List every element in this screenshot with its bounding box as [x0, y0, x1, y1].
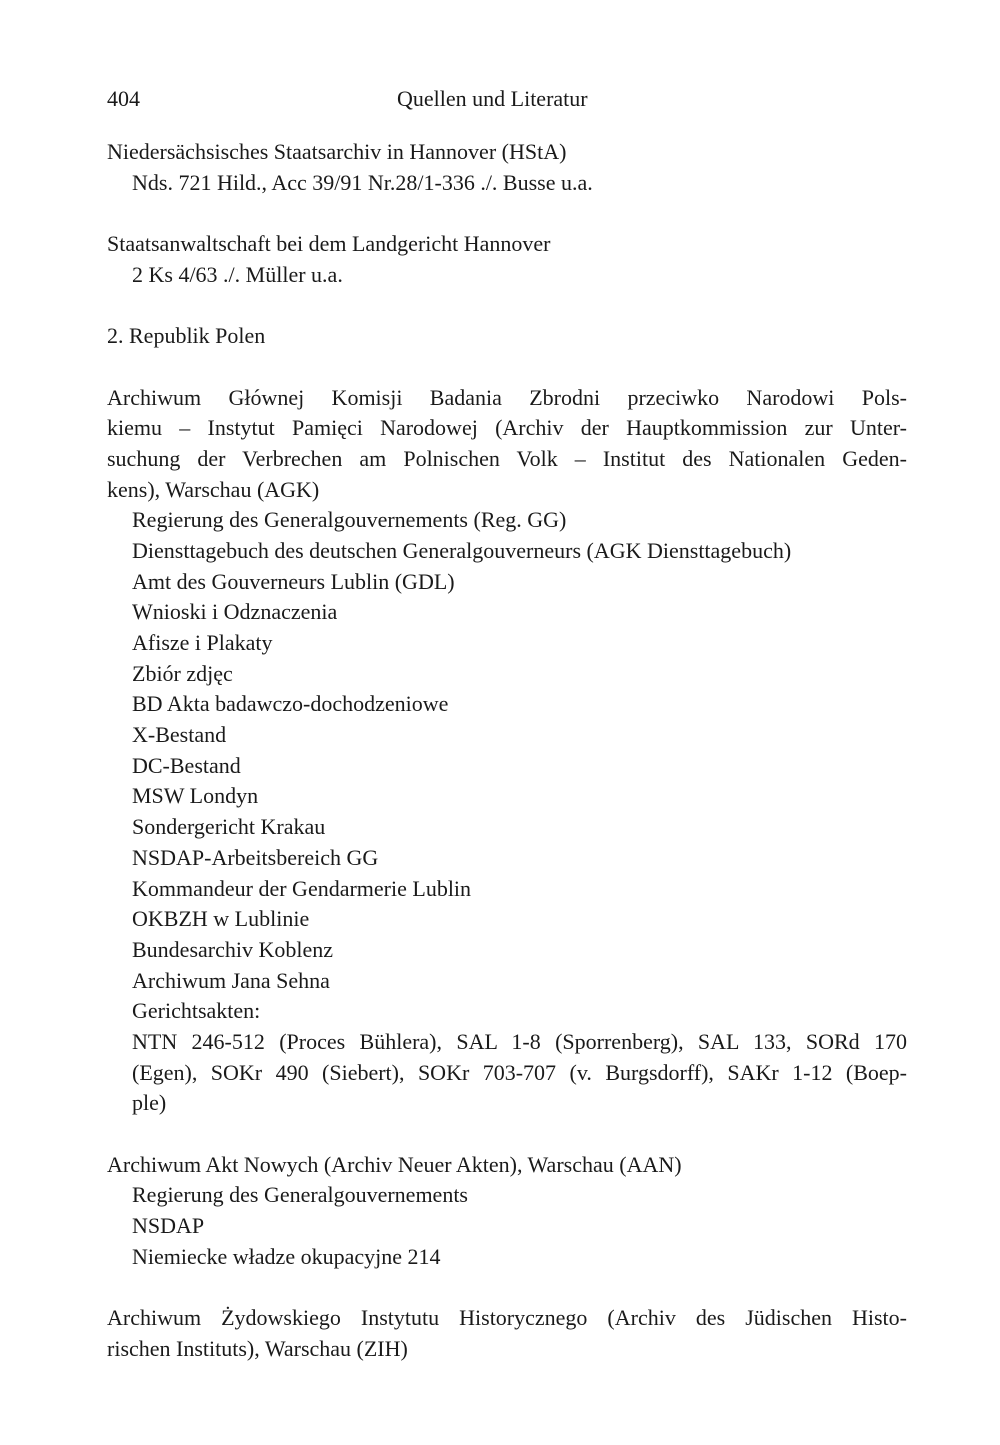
archive-item: Afisze i Plakaty: [132, 630, 273, 655]
court-files-line: ple): [132, 1090, 167, 1116]
archive-entry-agk: [107, 383, 907, 1120]
bibliography-content: [107, 137, 907, 1365]
archive-item: DC-Bestand: [132, 752, 241, 778]
archive-item: NSDAP: [132, 1213, 205, 1239]
archive-item: MSW Londyn: [132, 783, 259, 809]
archive-entry-hannover-hsta: [107, 137, 907, 198]
archive-item: X-Bestand: [132, 722, 227, 748]
spacer: [107, 290, 907, 321]
section-heading: 2. Republik Polen: [107, 323, 266, 349]
page-number: 404: [107, 86, 140, 111]
archive-title-line: rischen Instituts), Warschau (ZIH): [107, 1335, 408, 1361]
archive-title-line: suchung der Verbrechen am Polnischen Volk – Institut des Nationalen Geden-: [107, 445, 907, 471]
spacer: [107, 198, 907, 229]
archive-item: Nds. 721 Hild., Acc 39/91 Nr.28/1-336 ./. Busse u.a.: [132, 169, 593, 195]
archive-title: Niedersächsisches Staatsarchiv in Hannover (HStA): [107, 139, 567, 164]
archive-item: Gerichtsakten:: [132, 998, 261, 1024]
archive-entry-aan: [107, 1150, 907, 1273]
archive-title-line: kiemu – Instytut Pamięci Narodowej (Archiv der Hauptkommission zur Unter-: [107, 415, 907, 441]
spacer: [107, 1119, 907, 1150]
archive-item: Kommandeur der Gendarmerie Lublin: [132, 875, 472, 901]
archive-item: Diensttagebuch des deutschen Generalgouverneurs (AGK Diensttagebuch): [132, 537, 792, 563]
archive-item: BD Akta badawczo-dochodzeniowe: [132, 691, 449, 717]
archive-item: Wnioski i Odznaczenia: [132, 599, 338, 625]
court-files-line: (Egen), SOKr 490 (Siebert), SOKr 703-707 (v. Burgsdorff), SAKr 1-12 (Boep-: [132, 1059, 907, 1085]
archive-title: Staatsanwaltschaft bei dem Landgericht Hannover: [107, 231, 551, 257]
archive-item: Amt des Gouverneurs Lublin (GDL): [132, 568, 455, 594]
archive-item: Sondergericht Krakau: [132, 814, 326, 840]
archive-entry-hannover-landgericht: [107, 229, 907, 290]
archive-item: OKBZH w Lublinie: [132, 906, 310, 932]
archive-item: 2 Ks 4/63 ./. Müller u.a.: [132, 261, 343, 287]
archive-title-line: Archiwum Żydowskiego Instytutu Historycznego (Archiv des Jüdischen Histo-: [107, 1305, 907, 1331]
running-head: Quellen und Literatur: [397, 86, 588, 111]
archive-item: Regierung des Generalgouvernements: [132, 1182, 468, 1208]
spacer: [107, 352, 907, 383]
archive-item: Bundesarchiv Koblenz: [132, 936, 333, 962]
archive-item: NSDAP-Arbeitsbereich GG: [132, 844, 379, 870]
archive-item: Zbiór zdjęc: [132, 660, 233, 686]
archive-item: Archiwum Jana Sehna: [132, 967, 330, 993]
archive-item: Niemiecke władze okupacyjne 214: [132, 1243, 441, 1269]
archive-title: Archiwum Akt Nowych (Archiv Neuer Akten), Warschau (AAN): [107, 1151, 682, 1177]
archive-item: Regierung des Generalgouvernements (Reg. GG): [132, 507, 567, 533]
court-files-line: NTN 246-512 (Proces Bühlera), SAL 1-8 (Sporrenberg), SAL 133, SORd 170: [132, 1028, 907, 1054]
archive-title-line: Archiwum Głównej Komisji Badania Zbrodni przeciwko Narodowi Pols-: [107, 384, 907, 410]
spacer: [107, 1272, 907, 1303]
archive-entry-zih: [107, 1303, 907, 1364]
archive-title-line: kens), Warschau (AGK): [107, 476, 320, 502]
